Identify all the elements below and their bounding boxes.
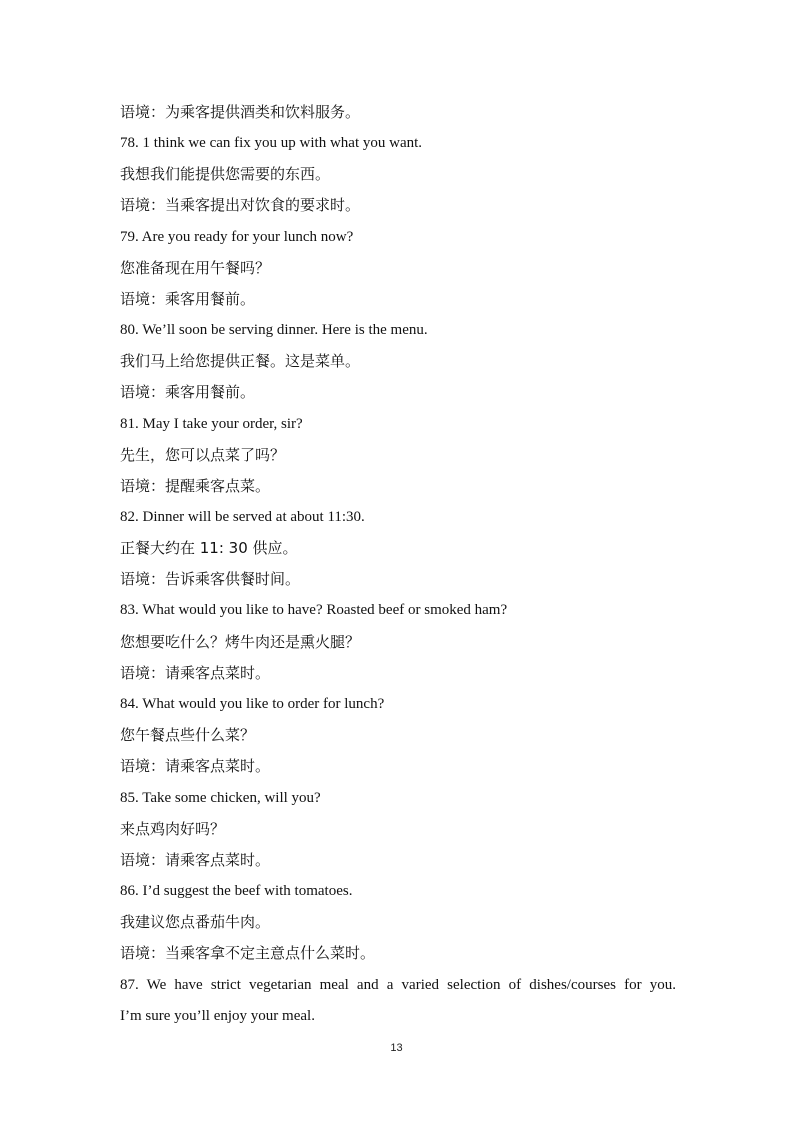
text-line: 语境：当乘客拿不定主意点什么菜时。: [120, 944, 376, 962]
text-line: 84. What would you like to order for lunch?: [120, 696, 385, 712]
text-line: 我们马上给您提供正餐。这是菜单。: [120, 352, 361, 370]
text-line: 语境：请乘客点菜时。: [120, 757, 271, 775]
text-line: 语境：乘客用餐前。: [120, 290, 256, 308]
text-line: 83. What would you like to have? Roasted beef or smoked ham?: [120, 602, 508, 618]
text-line: 80. We’ll soon be serving dinner. Here is the menu.: [120, 322, 428, 338]
text-line: 先生，您可以点菜了吗？: [120, 446, 286, 464]
text-line: 语境：请乘客点菜时。: [120, 851, 271, 869]
text-line: 您想要吃什么？烤牛肉还是熏火腿？: [120, 633, 361, 651]
text-line: 语境：乘客用餐前。: [120, 383, 256, 401]
text-line: 您准备现在用午餐吗？: [120, 259, 271, 277]
text-line: 我建议您点番茄牛肉。: [120, 913, 271, 931]
text-line: 正餐大约在 11: 30 供应。: [120, 539, 298, 557]
text-line: I’m sure you’ll enjoy your meal.: [120, 1008, 315, 1024]
text-line: 85. Take some chicken, will you?: [120, 790, 321, 806]
text-line: 86. I’d suggest the beef with tomatoes.: [120, 883, 353, 899]
text-line: 语境：为乘客提供酒类和饮料服务。: [120, 103, 361, 121]
text-line: 您午餐点些什么菜？: [120, 726, 256, 744]
page-number: 13: [390, 1042, 403, 1054]
text-line: 语境：提醒乘客点菜。: [120, 477, 271, 495]
text-line: 78. 1 think we can fix you up with what you want.: [120, 135, 423, 151]
text-line: 87. We have strict vegetarian meal and a varied selection of dishes/courses for you.: [120, 977, 676, 993]
text-line: 82. Dinner will be served at about 11:30.: [120, 509, 365, 525]
text-line: 我想我们能提供您需要的东西。: [120, 165, 331, 183]
text-line: 79. Are you ready for your lunch now?: [120, 229, 354, 245]
text-line: 语境：请乘客点菜时。: [120, 664, 271, 682]
text-line: 81. May I take your order, sir?: [120, 416, 303, 432]
text-line: 来点鸡肉好吗？: [120, 820, 226, 838]
text-line: 语境：告诉乘客供餐时间。: [120, 570, 301, 588]
text-line: 语境：当乘客提出对饮食的要求时。: [120, 196, 361, 214]
